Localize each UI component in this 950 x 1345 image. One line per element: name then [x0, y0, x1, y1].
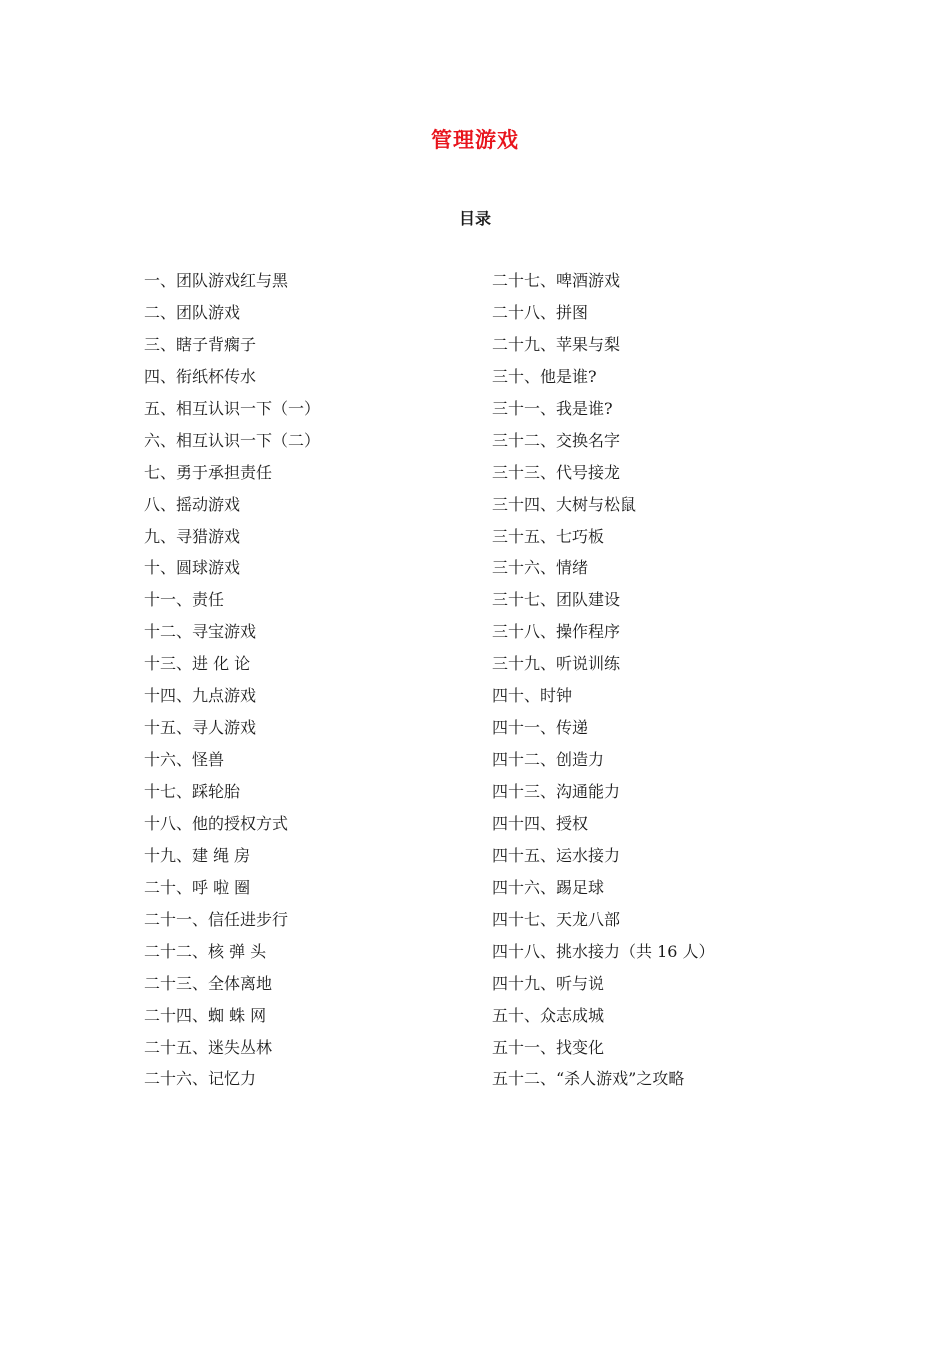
toc-item: 三十五、七巧板: [492, 526, 605, 546]
toc-heading: 目录: [458, 209, 491, 228]
toc-item: 三十七、团队建设: [492, 590, 621, 610]
toc-item: 四十七、天龙八部: [492, 909, 621, 929]
toc-item: 四十八、挑水接力（共 16 人）: [492, 941, 715, 961]
toc-item: 四十六、踢足球: [492, 877, 605, 897]
toc-item: 四十三、沟通能力: [492, 782, 621, 801]
toc-item: 三十六、情绪: [492, 558, 589, 578]
toc-item: 三十三、代号接龙: [492, 462, 621, 482]
toc-item: 四十一、传递: [492, 718, 589, 738]
toc-item: 三十、他是谁?: [492, 366, 597, 386]
toc-item: 八、摇动游戏: [144, 494, 241, 514]
toc-column-right: [492, 265, 812, 1095]
toc-item: 七、勇于承担责任: [144, 462, 273, 482]
toc-item: 四十、时钟: [492, 686, 573, 706]
toc-item: 一、团队游戏红与黑: [144, 271, 289, 290]
toc-item: 二十二、核 弹 头: [144, 941, 267, 961]
toc-item: 三十一、我是谁?: [492, 398, 613, 418]
toc-item: 二十、呼 啦 圈: [144, 877, 251, 897]
toc-item: 十七、踩轮胎: [144, 782, 241, 801]
toc-item: 五十一、找变化: [492, 1037, 605, 1057]
toc-item: 三十九、听说训练: [492, 654, 621, 674]
toc-item: 五十、众志成城: [492, 1005, 605, 1025]
toc-item: 三、瞎子背瘸子: [144, 334, 257, 354]
toc-item: 四十五、运水接力: [492, 845, 621, 865]
toc-item: 二十一、信任进步行: [144, 909, 289, 929]
toc-item: 三十八、操作程序: [492, 622, 621, 642]
toc-item: 四、衔纸杯传水: [144, 366, 257, 386]
toc-column-left: [144, 265, 464, 1095]
toc-item: 二十九、苹果与梨: [492, 334, 621, 354]
toc-item: 二十六、记忆力: [144, 1069, 257, 1089]
toc-item: 十四、九点游戏: [144, 686, 257, 706]
toc-item: 二十七、啤酒游戏: [492, 271, 621, 290]
toc-item: 二、团队游戏: [144, 302, 241, 322]
toc-item: 五十二、“杀人游戏”之攻略: [492, 1069, 685, 1089]
toc-item: 五、相互认识一下（一）: [144, 398, 321, 418]
toc-item: 六、相互认识一下（二）: [144, 430, 321, 450]
toc-item: 二十五、迷失丛林: [144, 1037, 273, 1057]
toc-item: 四十四、授权: [492, 813, 589, 833]
toc-item: 十六、怪兽: [144, 750, 225, 770]
toc-item: 九、寻猎游戏: [144, 526, 241, 546]
toc-item: 十、圆球游戏: [144, 558, 241, 578]
toc-item: 十二、寻宝游戏: [144, 622, 257, 642]
toc-item: 四十二、创造力: [492, 750, 605, 770]
toc-item: 二十三、全体离地: [144, 973, 273, 993]
document-title: 管理游戏: [431, 128, 519, 152]
toc-item: 十一、责任: [144, 590, 225, 610]
toc-item: 四十九、听与说: [492, 973, 605, 993]
toc-item: 十五、寻人游戏: [144, 718, 257, 738]
toc-item: 十八、他的授权方式: [144, 813, 289, 833]
toc-item: 二十八、拼图: [492, 302, 589, 322]
toc-item: 三十二、交换名字: [492, 430, 621, 450]
toc-item: 十九、建 绳 房: [144, 845, 251, 865]
toc-item: 十三、进 化 论: [144, 654, 251, 674]
toc-item: 二十四、蜘 蛛 网: [144, 1005, 267, 1025]
toc-item: 三十四、大树与松鼠: [492, 494, 637, 514]
